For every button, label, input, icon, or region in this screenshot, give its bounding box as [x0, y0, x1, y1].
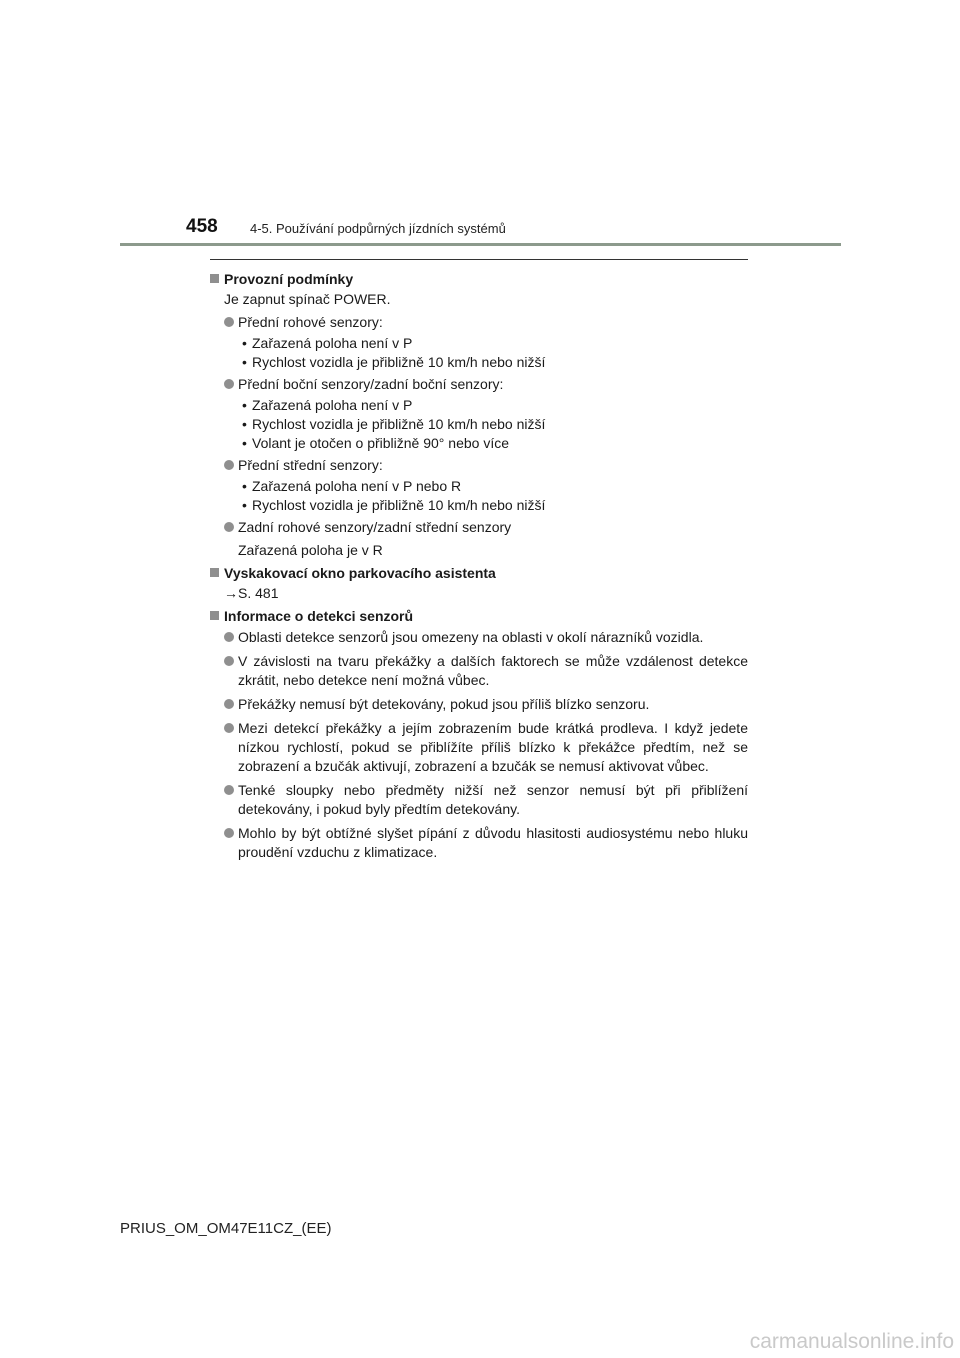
watermark: carmanualsonline.info: [749, 1330, 954, 1353]
chapter-title: 4-5. Používání podpůrných jízdních systémů: [250, 221, 506, 236]
list-item: Přední rohové senzory:: [210, 313, 748, 332]
round-bullet-icon: [224, 828, 234, 838]
page-reference-link[interactable]: →S. 481: [224, 585, 279, 601]
header-rule: [120, 243, 841, 246]
list-item: Přední střední senzory:: [210, 456, 748, 475]
round-bullet-icon: [224, 632, 234, 642]
page-content: [210, 266, 748, 862]
section-heading-popup: Vyskakovací okno parkovacího asistenta: [210, 564, 748, 583]
list-item: V závislosti na tvaru překážky a dalších faktorech se může vzdálenost detekce zkrátit, nebo detekce není možná vůbec.: [210, 652, 748, 690]
list-item: Mezi detekcí překážky a jejím zobrazením bude krátká prodleva. I když jedete nízkou rychlostí, pokud se přiblížíte příliš blízko k překážce předtím, než se zobrazení a bzučák aktivují, zobrazení a bzučák se nemusí aktivovat vůbec.: [210, 719, 748, 776]
content-divider: [210, 259, 748, 260]
sub-list: [210, 477, 748, 515]
sub-item: • Zařazená poloha není v P nebo R: [242, 478, 462, 494]
round-bullet-icon: [224, 723, 234, 733]
document-code: PRIUS_OM_OM47E11CZ_(EE): [120, 1220, 332, 1237]
sub-item: • Rychlost vozidla je přibližně 10 km/h nebo nižší: [242, 497, 546, 513]
sub-item: • Rychlost vozidla je přibližně 10 km/h nebo nižší: [242, 416, 546, 432]
list-item: Přední boční senzory/zadní boční senzory:: [210, 375, 748, 394]
section-intro: Je zapnut spínač POWER.: [224, 291, 391, 307]
list-item: Mohlo by být obtížné slyšet pípání z důvodu hlasitosti audiosystému nebo hluku proudění vzduchu z klimatizace.: [210, 824, 748, 862]
round-bullet-icon: [224, 522, 234, 532]
square-bullet-icon: [210, 568, 219, 577]
round-bullet-icon: [224, 317, 234, 327]
round-bullet-icon: [224, 460, 234, 470]
list-item: Překážky nemusí být detekovány, pokud jsou příliš blízko senzoru.: [210, 695, 748, 714]
list-item: Oblasti detekce senzorů jsou omezeny na oblasti v okolí nárazníků vozidla.: [210, 628, 748, 647]
list-item: Tenké sloupky nebo předměty nižší než senzor nemusí být při přiblížení detekovány, i pokud byly předtím detekovány.: [210, 781, 748, 819]
sub-list: [210, 334, 748, 372]
section-heading-info: Informace o detekci senzorů: [210, 607, 748, 626]
page-number: 458: [186, 216, 218, 237]
round-bullet-icon: [224, 379, 234, 389]
item-note: Zařazená poloha je v R: [238, 542, 383, 558]
square-bullet-icon: [210, 611, 219, 620]
square-bullet-icon: [210, 274, 219, 283]
round-bullet-icon: [224, 699, 234, 709]
sub-item: • Rychlost vozidla je přibližně 10 km/h nebo nižší: [242, 354, 546, 370]
round-bullet-icon: [224, 785, 234, 795]
round-bullet-icon: [224, 656, 234, 666]
sub-item: • Zařazená poloha není v P: [242, 335, 413, 351]
list-item: Zadní rohové senzory/zadní střední senzory: [210, 518, 748, 537]
section-heading-provozni: Provozní podmínky: [210, 270, 748, 289]
sub-item: • Volant je otočen o přibližně 90° nebo více: [242, 435, 509, 451]
sub-item: • Zařazená poloha není v P: [242, 397, 413, 413]
sub-list: [210, 396, 748, 453]
